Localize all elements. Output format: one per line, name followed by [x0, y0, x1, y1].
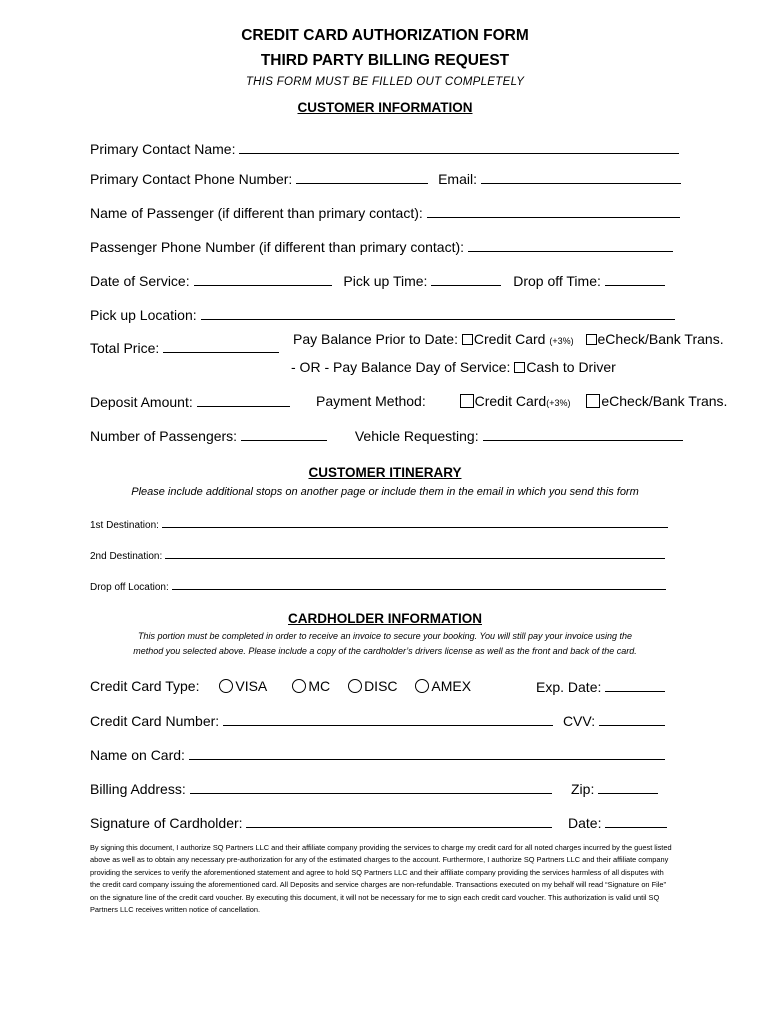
first-destination-field[interactable]: [162, 517, 668, 528]
primary-contact-phone-label: Primary Contact Phone Number:: [90, 171, 293, 187]
payment-method-row: [316, 393, 727, 409]
first-destination-label: 1st Destination:: [90, 520, 159, 531]
echeck-option-label: eCheck/Bank Trans.: [597, 331, 724, 347]
disc-radio[interactable]: [348, 679, 362, 693]
pickup-location-label: Pick up Location:: [90, 307, 197, 323]
email-field[interactable]: [481, 170, 681, 184]
cardholder-heading: CARDHOLDER INFORMATION: [288, 611, 482, 626]
signature-field[interactable]: [246, 814, 552, 828]
surcharge-note: (+3%): [549, 336, 574, 346]
passenger-name-field[interactable]: [427, 204, 680, 218]
pay-prior-row: [293, 331, 724, 347]
billing-address-row: [90, 780, 552, 797]
email-label: Email:: [438, 171, 477, 187]
first-destination-row: [90, 517, 668, 531]
pay-day-of-service-row: [291, 359, 616, 375]
vehicle-requesting-field[interactable]: [483, 427, 683, 441]
pay-balance-prior-label: Pay Balance Prior to Date:: [293, 331, 458, 347]
cardholder-note-line1: This portion must be completed in order to receive an invoice to secure your booking. You will still pay your invoice using the: [137, 631, 633, 641]
passenger-name-label: Name of Passenger (if different than primary contact):: [90, 205, 423, 221]
exp-date-field[interactable]: [605, 678, 665, 692]
deposit-echeck-label: eCheck/Bank Trans.: [601, 393, 728, 409]
passenger-name-row: [90, 204, 680, 221]
primary-contact-phone-field[interactable]: [296, 170, 428, 184]
authorization-legal-text: By signing this document, I authorize SQ Partners LLC and their affiliate company providing the services to charge my credit card for all noted charges incurred by the guest listed above as well as to obtain any necessary pre-authorization for any of the estimated charges to the account. Furthermore, I authorize SQ Partners LLC and their affiliate company providing the services to verify the aforementioned statement and agree to hold SQ Partners LLC and their affiliate company providing the services harmless of all disputes with the credit card company issuing the aforementioned card. All Deposits and service charges are non-refundable. Transactions executed on my behalf will read “Signature on File” on the signature line of the credit card voucher. By executing this document, it will not be necessary for me to sign each credit card voucher. This authorization is valid until SQ Partners LLC receives written notice of cancellation.: [90, 843, 672, 915]
deposit-amount-label: Deposit Amount:: [90, 394, 193, 410]
passenger-phone-field[interactable]: [468, 238, 673, 252]
pickup-time-label: Pick up Time:: [343, 273, 428, 289]
primary-contact-name-field[interactable]: [239, 140, 679, 154]
pickup-time-field[interactable]: [431, 272, 501, 286]
cash-to-driver-checkbox[interactable]: [514, 362, 525, 373]
exp-date-label: Exp. Date:: [536, 679, 602, 695]
form-instruction: THIS FORM MUST BE FILLED OUT COMPLETELY: [245, 76, 525, 88]
itinerary-note: Please include additional stops on another page or include them in the email in which you send this form: [131, 486, 639, 498]
total-price-row: [90, 339, 279, 356]
passenger-phone-row: [90, 238, 673, 255]
credit-card-option-label: Credit Card: [473, 331, 546, 347]
amex-label: AMEX: [431, 678, 472, 694]
pay-day-of-service-label: - OR - Pay Balance Day of Service:: [291, 359, 511, 375]
mc-label: MC: [308, 678, 331, 694]
itinerary-heading: CUSTOMER ITINERARY: [308, 465, 462, 480]
deposit-credit-card-checkbox[interactable]: [460, 394, 474, 408]
cvv-field[interactable]: [599, 712, 665, 726]
visa-radio[interactable]: [219, 679, 233, 693]
signature-label: Signature of Cardholder:: [90, 815, 243, 831]
dropoff-time-label: Drop off Time:: [513, 273, 601, 289]
second-destination-label: 2nd Destination:: [90, 551, 163, 562]
cvv-label: CVV:: [562, 713, 596, 729]
card-number-row: [90, 712, 665, 729]
primary-contact-name-row: [90, 140, 679, 157]
visa-label: VISA: [235, 678, 267, 694]
passengers-row: [90, 427, 683, 444]
cash-to-driver-label: Cash to Driver: [526, 359, 616, 375]
payment-method-label: Payment Method:: [316, 393, 426, 409]
primary-contact-name-label: Primary Contact Name:: [90, 141, 236, 157]
zip-label: Zip:: [571, 781, 595, 797]
date-label: Date:: [568, 815, 602, 831]
deposit-amount-field[interactable]: [197, 393, 290, 407]
second-destination-field[interactable]: [165, 548, 665, 559]
passenger-phone-label: Passenger Phone Number (if different than primary contact):: [90, 239, 465, 255]
date-of-service-field[interactable]: [194, 272, 332, 286]
deposit-row: [90, 393, 290, 410]
amex-radio[interactable]: [415, 679, 429, 693]
vehicle-requesting-label: Vehicle Requesting:: [354, 428, 479, 444]
name-on-card-row: [90, 746, 665, 763]
echeck-checkbox[interactable]: [586, 334, 597, 345]
deposit-credit-card-label: Credit Card: [474, 393, 547, 409]
deposit-echeck-checkbox[interactable]: [586, 394, 600, 408]
dropoff-location-label: Drop off Location:: [90, 582, 169, 593]
dropoff-time-field[interactable]: [605, 272, 665, 286]
billing-address-label: Billing Address:: [90, 781, 186, 797]
num-passengers-field[interactable]: [241, 427, 327, 441]
card-number-field[interactable]: [223, 712, 553, 726]
zip-row: [571, 780, 658, 797]
customer-info-heading: CUSTOMER INFORMATION: [297, 100, 473, 115]
disc-label: DISC: [364, 678, 398, 694]
date-row: [568, 814, 667, 831]
deposit-surcharge-note: (+3%): [546, 398, 571, 408]
name-on-card-field[interactable]: [189, 746, 665, 760]
date-of-service-label: Date of Service:: [90, 273, 190, 289]
pickup-location-row: [90, 306, 675, 323]
total-price-field[interactable]: [163, 339, 279, 353]
card-type-row: [90, 678, 471, 694]
pickup-location-field[interactable]: [201, 306, 675, 320]
exp-date-row: [536, 678, 665, 695]
name-on-card-label: Name on Card:: [90, 747, 185, 763]
service-time-row: [90, 272, 665, 289]
credit-card-checkbox[interactable]: [462, 334, 473, 345]
form-title: CREDIT CARD AUTHORIZATION FORM: [241, 27, 529, 44]
dropoff-location-field[interactable]: [172, 579, 666, 590]
dropoff-location-row: [90, 579, 666, 593]
second-destination-row: [90, 548, 665, 562]
total-price-label: Total Price:: [90, 340, 160, 356]
card-number-label: Credit Card Number:: [90, 713, 220, 729]
form-subtitle: THIRD PARTY BILLING REQUEST: [260, 52, 510, 69]
num-passengers-label: Number of Passengers:: [90, 428, 238, 444]
signature-row: [90, 814, 552, 831]
zip-field[interactable]: [598, 780, 658, 794]
card-type-label: Credit Card Type:: [90, 678, 200, 694]
primary-contact-phone-row: [90, 170, 681, 187]
mc-radio[interactable]: [292, 679, 306, 693]
date-field[interactable]: [605, 814, 667, 828]
cardholder-note-line2: method you selected above. Please include a copy of the cardholder’s drivers license as well as the front and back of the card.: [133, 646, 637, 656]
billing-address-field[interactable]: [190, 780, 552, 794]
